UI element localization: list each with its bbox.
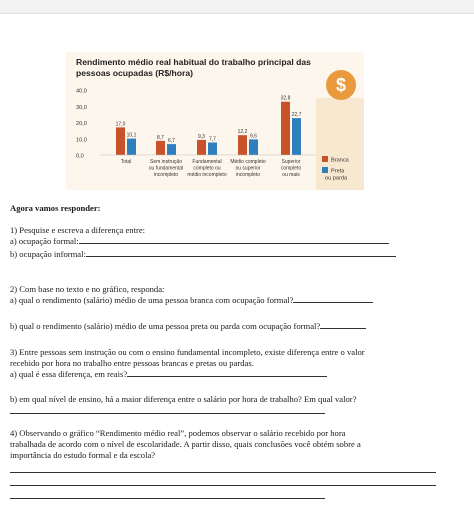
question-4-line3: importância do estudo formal e da escola? bbox=[10, 450, 156, 460]
bar-branca bbox=[197, 140, 206, 155]
data-label: 7,7 bbox=[209, 136, 216, 143]
top-bar bbox=[0, 0, 474, 14]
question-4-line2: trabalhada de acordo com o nível de escolaridade. A partir disso, quais conclusões você obtém sobre a bbox=[10, 439, 361, 449]
data-label: 6,7 bbox=[168, 138, 175, 145]
question-1a-text: a) ocupação formal: bbox=[10, 236, 79, 246]
y-tick-label: 20,0 bbox=[76, 121, 87, 127]
question-3a-text: a) qual é essa diferença, em reais? bbox=[10, 369, 128, 379]
answer-line-3b[interactable] bbox=[10, 413, 325, 414]
y-tick-label: 30,0 bbox=[76, 104, 87, 111]
bar-chart bbox=[66, 52, 364, 190]
data-label: 10,1 bbox=[126, 132, 137, 139]
question-1: 1) Pesquise e escreva a diferença entre: bbox=[10, 225, 146, 235]
answer-line-4b[interactable] bbox=[10, 485, 436, 486]
answer-line-1b[interactable] bbox=[86, 249, 396, 257]
bar-preta-parda bbox=[292, 118, 301, 155]
chart-title: Rendimento médio real habitual do trabalho principal das pessoas ocupadas (R$/hora) bbox=[76, 57, 311, 78]
x-tick-label: Médio completo bbox=[230, 159, 266, 165]
legend-label-preta-parda: Preta bbox=[331, 168, 345, 175]
answer-line-2a[interactable] bbox=[293, 295, 373, 303]
legend-swatch-branca bbox=[322, 156, 328, 162]
question-3b: b) em qual nível de ensino, há a maior diferença entre o salário por hora de trabalho? Em qual valor? bbox=[10, 394, 357, 404]
answer-line-4a[interactable] bbox=[10, 472, 436, 473]
dollar-icon: $ bbox=[326, 70, 356, 100]
bar-preta-parda bbox=[208, 142, 217, 155]
legend-swatch-preta-parda bbox=[322, 167, 328, 173]
question-3-line2: recebido por hora no trabalho entre pessoas brancas e pretas ou pardas. bbox=[10, 358, 254, 368]
data-label: 9,6 bbox=[250, 133, 257, 140]
x-tick-label: Sem instrução bbox=[150, 159, 182, 165]
bar-branca bbox=[238, 135, 247, 155]
x-tick-label: ou superior bbox=[235, 165, 261, 172]
x-tick-label: Superior bbox=[281, 159, 301, 165]
legend-label-preta-parda-2: ou parda bbox=[325, 175, 348, 182]
x-tick-label: incompleto bbox=[235, 172, 261, 178]
question-2b-text: b) qual o rendimento (salário) médio de uma pessoa preta ou parda com ocupação formal? bbox=[10, 321, 321, 331]
data-label: 12,2 bbox=[237, 129, 248, 136]
x-tick-label: Fundamental bbox=[192, 159, 222, 165]
question-1b-text: b) ocupação informal: bbox=[10, 249, 86, 259]
bar-preta-parda bbox=[127, 139, 136, 155]
x-tick-label: Total bbox=[120, 159, 132, 165]
question-2a bbox=[10, 295, 373, 305]
question-1a bbox=[10, 236, 389, 246]
x-tick-label: médio incompleto bbox=[187, 172, 227, 178]
question-1b bbox=[10, 249, 396, 259]
question-4-line1: 4) Observando o gráfico “Rendimento médio real”, podemos observar o salário recebido por hora bbox=[10, 428, 346, 438]
question-2: 2) Com base no texto e no gráfico, responda: bbox=[10, 284, 165, 294]
question-3a bbox=[10, 369, 327, 379]
x-tick-label: ou fundamental bbox=[148, 165, 184, 172]
y-tick-label: 10,0 bbox=[76, 137, 87, 144]
answer-line-2b[interactable] bbox=[320, 321, 366, 329]
bar-branca bbox=[116, 127, 125, 155]
data-label: 32,8 bbox=[280, 95, 291, 102]
question-3-line1: 3) Entre pessoas sem instrução ou com o ensino fundamental incompleto, existe diferença entre o valor bbox=[10, 347, 365, 357]
chart-figure bbox=[66, 52, 364, 190]
bar-branca bbox=[281, 102, 290, 155]
data-label: 17,0 bbox=[115, 121, 126, 128]
bar-branca bbox=[156, 141, 165, 155]
answer-line-3a[interactable] bbox=[127, 369, 327, 377]
question-2b bbox=[10, 321, 366, 331]
x-tick-label: completo ou bbox=[193, 165, 221, 172]
y-tick-label: 0,0 bbox=[76, 153, 84, 160]
x-tick-label: ou mais bbox=[282, 172, 300, 178]
data-label: 9,3 bbox=[198, 133, 205, 140]
data-label: 22,7 bbox=[291, 112, 302, 119]
question-2a-text: a) qual o rendimento (salário) médio de uma pessoa branca com ocupação formal? bbox=[10, 295, 294, 305]
bar-preta-parda bbox=[167, 144, 176, 155]
legend-label-branca: Branca bbox=[331, 157, 349, 164]
x-tick-label: incompleto bbox=[153, 172, 179, 178]
section-heading: Agora vamos responder: bbox=[10, 203, 101, 213]
bar-preta-parda bbox=[249, 139, 258, 155]
x-tick-label: completo bbox=[280, 165, 302, 172]
answer-line-4c[interactable] bbox=[10, 498, 325, 499]
data-label: 8,7 bbox=[157, 134, 164, 141]
y-tick-label: 40,0 bbox=[76, 88, 87, 95]
answer-line-1a[interactable] bbox=[79, 236, 389, 244]
